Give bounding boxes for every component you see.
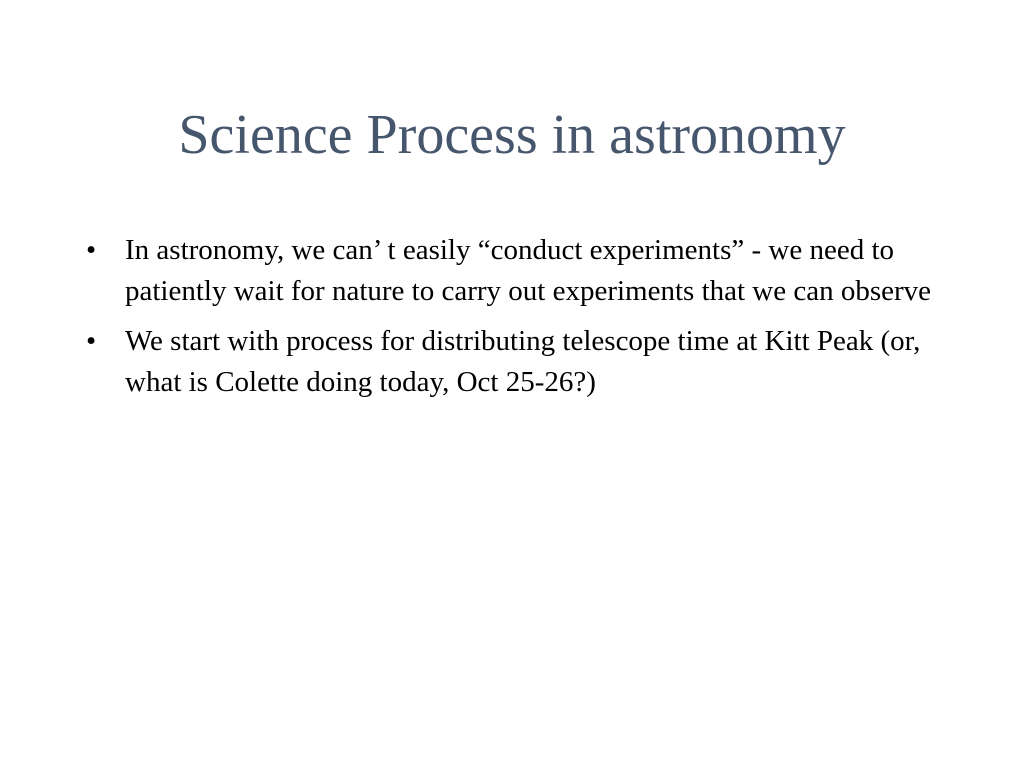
bullet-text: We start with process for distributing telescope time at Kitt Peak (or, what is Colette doing today, Oct 25-26?) [125, 325, 921, 398]
bullet-list [82, 230, 952, 412]
slide-title: Science Process in astronomy [178, 104, 846, 166]
bullet-dot-icon: • [86, 325, 97, 357]
bullet-item [82, 230, 952, 312]
bullet-text: In astronomy, we can’ t easily “conduct experiments” - we need to patiently wait for nature to carry out experiments that we can observe [125, 234, 932, 307]
bullet-dot-icon: • [86, 234, 97, 266]
bullet-item [82, 321, 952, 403]
